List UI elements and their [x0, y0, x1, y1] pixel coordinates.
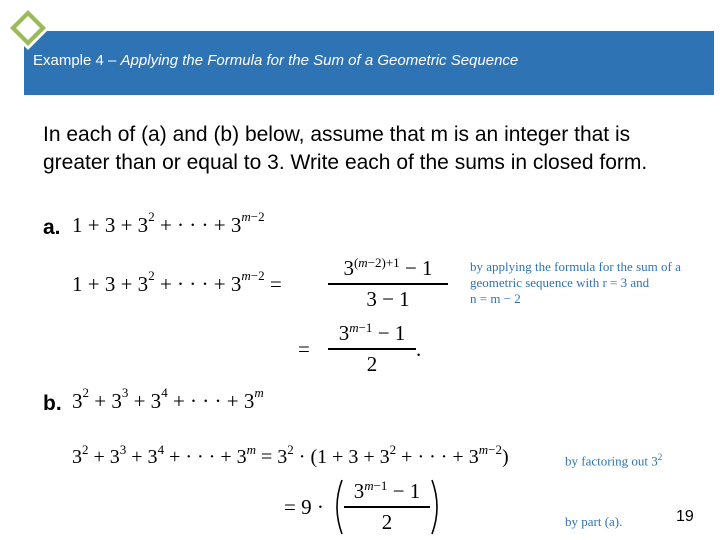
header-title	[33, 52, 518, 69]
part-a-step1-numerator: $3^{(m-2)+1} - 1$	[343, 255, 433, 280]
right-paren-icon	[430, 478, 444, 536]
diamond-decoration-icon	[4, 4, 52, 52]
part-b-note-1: by factoring out $3^2$	[565, 452, 663, 469]
part-b-step1: $3^2 + 3^3 + 3^4$ + · · · + $3^m = 3^2 \cdot (1 + 3 + 3^2$ + · · · + $3^{m-2}$)	[72, 442, 509, 468]
part-b-note-2: by part (a).	[565, 514, 623, 529]
part-a-step2-equals: =	[298, 337, 310, 361]
part-a-step1-fraction	[328, 255, 448, 312]
part-b-step2-denominator: 2	[381, 509, 393, 534]
part-a-note-line-3: n = m − 2	[470, 291, 521, 306]
part-a-label: a.	[43, 216, 61, 239]
part-a-step2-numerator: $3^{m-1} - 1$	[338, 320, 406, 345]
part-b-step2-numerator: $3^{m-1} - 1$	[353, 478, 421, 503]
part-a-step1-lhs: $1 + 3 + 3^2$ + · · · + $3^{m-2}$ =	[72, 268, 282, 296]
part-a-step1-denominator: 3 − 1	[366, 286, 410, 311]
part-a-step2-fraction	[328, 320, 416, 377]
part-b-expression: $3^2 + 3^3 + 3^4$ + · · · + $3^m$	[72, 385, 264, 413]
part-a-note	[470, 259, 681, 307]
part-a-expression: $1 + 3 + 3^2$ + · · · + $3^{m-2}$	[72, 209, 265, 237]
page-number: 19	[676, 508, 694, 525]
problem-statement: In each of (a) and (b) below, assume that m is an integer that is greater than or equal to 3. Write each of the sums in closed form.	[43, 123, 648, 174]
part-b-step2-fraction	[344, 478, 430, 535]
part-b-label: b.	[43, 392, 62, 415]
part-a-period: .	[416, 337, 422, 361]
part-b-step2-prefix: = 9 ·	[284, 495, 324, 519]
left-paren-icon	[330, 478, 344, 536]
part-a-note-line-1: by applying the formula for the sum of a	[470, 259, 681, 274]
header-title-text: Applying the Formula for the Sum of a Geometric Sequence	[120, 52, 519, 69]
part-a-step2-denominator: 2	[366, 351, 378, 376]
header-prefix: Example 4 –	[33, 52, 121, 69]
part-a-note-line-2: geometric sequence with r = 3 and	[470, 275, 650, 290]
